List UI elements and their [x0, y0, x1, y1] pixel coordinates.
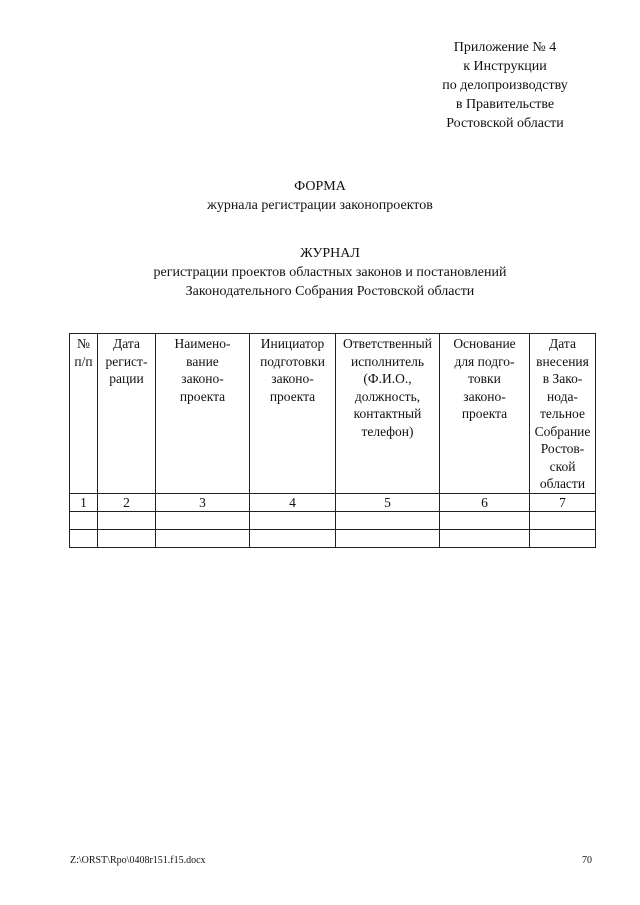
appendix-line: Ростовской области: [446, 116, 564, 131]
column-header-basis: Основание для подго- товки законо- проекта: [440, 334, 530, 494]
table-cell: [336, 512, 440, 530]
table-cell: [156, 530, 250, 548]
journal-subtitle-line-1: регистрации проектов областных законов и постановлений: [153, 265, 507, 280]
column-header-submission-date: Дата внесения в Зако- нода- тельное Собрание Ростов- ской области: [530, 334, 596, 494]
column-header-responsible-executor: Ответственный исполнитель (Ф.И.О., должность, контактный телефон): [336, 334, 440, 494]
journal-table: [69, 333, 596, 548]
column-number-row: [70, 493, 596, 512]
form-subtitle: журнала регистрации законопроектов: [207, 198, 433, 213]
table-row: [70, 530, 596, 548]
form-heading: [0, 177, 640, 215]
journal-subtitle-line-2: Законодательного Собрания Ростовской области: [185, 284, 475, 299]
header-row: [70, 334, 596, 494]
table-row: [70, 512, 596, 530]
column-number: 4: [250, 493, 336, 512]
column-number: 7: [530, 493, 596, 512]
table-cell: [98, 512, 156, 530]
table-cell: [440, 512, 530, 530]
table-cell: [250, 530, 336, 548]
column-number: 2: [98, 493, 156, 512]
table-cell: [336, 530, 440, 548]
appendix-line: Приложение № 4: [453, 40, 557, 55]
column-number: 3: [156, 493, 250, 512]
footer-page-number: 70: [582, 855, 592, 866]
table-cell: [440, 530, 530, 548]
form-title: ФОРМА: [294, 179, 346, 194]
table-cell: [98, 530, 156, 548]
appendix-line: в Правительстве: [455, 97, 555, 112]
column-header-registration-date: Дата регист- рации: [98, 334, 156, 494]
journal-heading: [0, 244, 640, 301]
footer-file-path: Z:\ORST\Rpo\0408r151.f15.docx: [70, 855, 206, 866]
journal-title: ЖУРНАЛ: [300, 246, 360, 261]
table-cell: [530, 530, 596, 548]
table-cell: [70, 512, 98, 530]
column-header-number: № п/п: [70, 334, 98, 494]
column-number: 5: [336, 493, 440, 512]
column-number: 6: [440, 493, 530, 512]
appendix-line: по делопроизводству: [442, 78, 568, 93]
column-header-bill-name: Наимено- вание законо- проекта: [156, 334, 250, 494]
table-cell: [70, 530, 98, 548]
column-header-initiator: Инициатор подготовки законо- проекта: [250, 334, 336, 494]
table-cell: [530, 512, 596, 530]
appendix-note: [400, 38, 610, 133]
table-cell: [250, 512, 336, 530]
appendix-line: к Инструкции: [463, 59, 547, 74]
column-number: 1: [70, 493, 98, 512]
table-cell: [156, 512, 250, 530]
